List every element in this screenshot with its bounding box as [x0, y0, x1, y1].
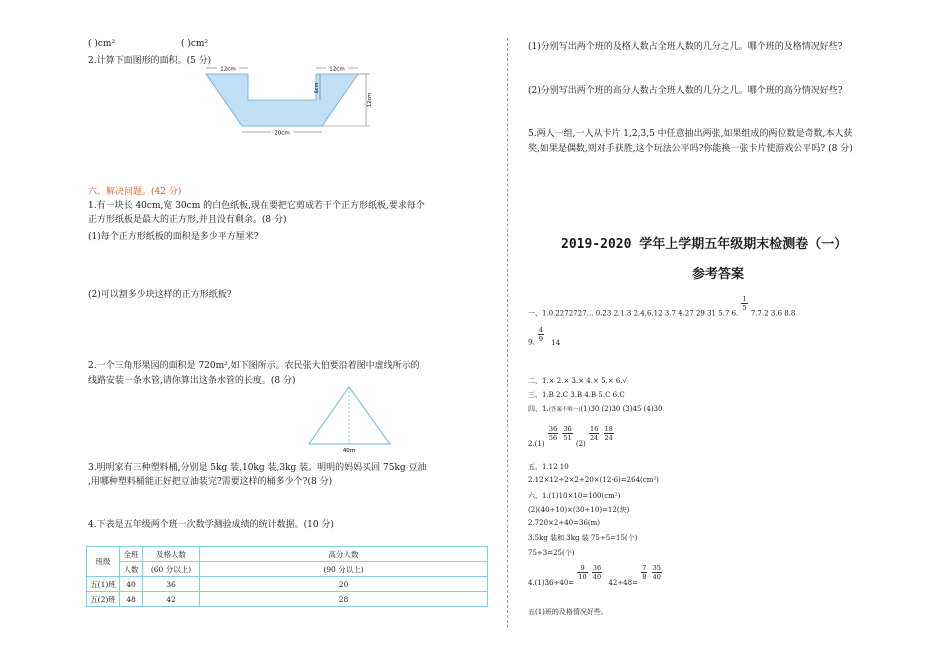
answer-6-1: 六、1.(1)10×10=100(cm²) — [528, 492, 621, 500]
answer-1-fraction — [741, 295, 747, 312]
answer-4b-label-2: (2) — [575, 439, 586, 448]
score-table — [86, 546, 488, 607]
row-class: 五(1)班 — [87, 577, 120, 592]
row-pass: 42 — [143, 592, 200, 607]
column-divider — [507, 38, 508, 628]
answer-6-7: 五(1)班的及格情况好些。 — [528, 608, 608, 616]
answer-4b-fraction-2 — [562, 425, 572, 442]
answer-1-text: 一、1.0.2272727… 0.23 2.1.3 2.4,6,12 3.7 4.27 29 31 5.7 6. — [528, 309, 739, 318]
fraction-numerator: 35 — [652, 564, 661, 572]
fraction-denominator: 9 — [538, 335, 544, 343]
problem-2-line-1: 2.一个三角形果园的面积是 720m²,如下图所示。农民张大伯要沿着图中虚线所示的 — [88, 361, 420, 371]
answer-6-6-fraction-2 — [592, 564, 602, 581]
section-6-title: 六、解决问题。(42 分) — [88, 187, 182, 197]
answer-1b-fraction — [538, 326, 544, 343]
row-total: 40 — [120, 577, 143, 592]
row-class: 五(2)班 — [87, 592, 120, 607]
problem-2-line-2: 线路安装一条水管,请你算出这条水管的长度。(8 分) — [88, 376, 296, 386]
answer-6-3: 2.720×2÷40=36(m) — [528, 519, 601, 527]
fraction-numerator: 36 — [563, 425, 572, 433]
problem-1-sub-1: (1)每个正方形纸板的面积是多少平方厘米? — [88, 232, 259, 242]
answer-4b-label-1: 2.(1) — [528, 439, 545, 448]
fraction-denominator: 40 — [592, 573, 602, 581]
answer-6-6-part-2: 42÷48= — [608, 578, 638, 587]
dim-label-inner-height: 6cm — [314, 82, 320, 94]
answer-3: 三、1.B 2.C 3.B 4.B 5.C 6.C — [528, 391, 625, 399]
answer-4-main: 四、1. — [528, 405, 549, 413]
answer-1 — [528, 295, 796, 322]
answer-1b-prefix: 9. — [528, 338, 535, 347]
dim-label-bottom: 20cm — [274, 130, 290, 137]
problem-1-line-2: 正方形纸板是最大的正方形,并且没有剩余。(8 分) — [88, 215, 287, 225]
header-total-1: 全班 — [120, 547, 143, 562]
table-row — [87, 592, 488, 607]
answer-6-6-fraction-1 — [577, 564, 587, 581]
answer-6-5: 75÷3=25(个) — [528, 549, 575, 557]
fraction-denominator: 51 — [563, 434, 572, 442]
problem-3-line-2: ,用哪种塑料桶能正好把豆油装完?需要这样的桶多少个?(8 分) — [88, 477, 333, 487]
fraction-numerator: 4 — [538, 326, 544, 334]
table-header-row — [87, 547, 488, 562]
answer-1-tail: 7.7.2 3.6 8.8 — [750, 309, 796, 318]
fraction-numerator: 18 — [604, 425, 613, 433]
fraction-denominator: 8 — [642, 573, 647, 581]
header-total-2: 人数 — [120, 562, 143, 577]
problem-3-line-1: 3.明明家有三种塑料桶,分别是 5kg 装,10kg 装,3kg 装。明明的妈妈买回 75kg 豆油 — [88, 463, 427, 473]
answer-2: 二、1.× 2.× 3.× 4.× 5.× 6.√ — [528, 377, 627, 385]
fraction-numerator: 1 — [742, 295, 747, 303]
table-header-row-2 — [87, 562, 488, 577]
answer-4 — [528, 404, 662, 414]
row-pass: 36 — [143, 577, 200, 592]
answer-6-4: 3.5kg 装和 3kg 装 75÷5=15(个) — [528, 534, 638, 542]
answer-6-6-fraction-3 — [641, 564, 647, 581]
answer-title: 2019-2020 学年上学期五年级期末检测卷（一） — [561, 237, 848, 252]
fraction-numerator: 36 — [592, 564, 602, 572]
problem-1-line-1: 1.有一块长 40cm,宽 30cm 的白色纸板,现在要把它剪成若干个正方形纸板,要求每个 — [88, 201, 425, 211]
dim-label-right-top: 12cm — [329, 66, 345, 73]
problem-4-line-1: 4.下表是五年级两个班一次数学测验成绩的统计数据。(10 分) — [88, 520, 334, 530]
fraction-numerator: 7 — [642, 564, 647, 572]
answer-4-note: (答案不唯一) — [548, 407, 581, 413]
header-high-1: 高分人数 — [200, 547, 488, 562]
problem-5-line-1: 5.两人一组,一人从卡片 1,2,3,5 中任意抽出两张,如果组成的两位数是奇数,本人获 — [528, 129, 853, 139]
header-pass-2: (60 分以上) — [143, 562, 200, 577]
answer-6-2: (2)(40÷10)×(30÷10)=12(块) — [528, 506, 630, 514]
answer-1b-tail: 14 — [551, 338, 561, 347]
row-high: 28 — [200, 592, 488, 607]
fraction-numerator: 36 — [548, 425, 558, 433]
answer-4b — [528, 425, 615, 448]
fraction-denominator: 24 — [590, 434, 599, 442]
table-question-1: (1)分别写出两个班的及格人数占全班人数的几分之几。哪个班的及格情况好些? — [528, 42, 843, 52]
row-high: 20 — [200, 577, 488, 592]
answer-5: 五、1.12 10 — [528, 463, 569, 471]
blank-unit-1: ( )cm² — [88, 39, 116, 49]
blank-unit-2: ( )cm² — [181, 39, 209, 49]
header-high-2: (90 分以上) — [200, 562, 488, 577]
table-question-2: (2)分别写出两个班的高分人数占全班人数的几分之几。哪个班的高分情况好些? — [528, 86, 843, 96]
trapezoid-figure — [198, 62, 383, 140]
fraction-numerator: 9 — [577, 564, 587, 573]
answer-subtitle: 参考答案 — [692, 267, 745, 282]
answer-6-6-part-1: 4.(1)36÷40= — [528, 578, 575, 587]
triangle-figure — [306, 384, 396, 456]
answer-5-2: 2.12×12÷2×2+20×(12-6)=264(cm²) — [528, 476, 659, 484]
answer-4b-fraction-3 — [589, 425, 599, 442]
header-class: 班级 — [87, 547, 120, 577]
answer-4-rest: (1)30 (2)30 (3)45 (4)30 — [580, 405, 663, 413]
row-total: 48 — [120, 592, 143, 607]
answer-4b-fraction-4 — [604, 425, 614, 442]
question-2-title: 2.计算下面图形的面积。(5 分) — [88, 56, 212, 66]
fraction-numerator: 16 — [590, 425, 599, 433]
fraction-denominator: 56 — [548, 434, 558, 442]
problem-5-line-2: 奖,如果是偶数,则对手获胜,这个玩法公平吗?你能换一张卡片使游戏公平吗? (8 分) — [528, 144, 853, 154]
answer-6-6-fraction-4 — [652, 564, 662, 581]
dim-label-height: 12cm — [367, 93, 373, 107]
answer-1b — [528, 326, 561, 351]
header-pass-1: 及格人数 — [143, 547, 200, 562]
triangle-base-label: 40m — [342, 448, 356, 454]
table-row — [87, 577, 488, 592]
fraction-denominator: 10 — [578, 573, 587, 581]
dim-label-left-top: 12cm — [220, 66, 236, 73]
fraction-denominator: 5 — [742, 304, 747, 312]
fraction-denominator: 40 — [652, 573, 661, 581]
answer-4b-fraction-1 — [548, 425, 558, 442]
problem-1-sub-2: (2)可以割多少块这样的正方形纸板? — [88, 290, 232, 300]
fraction-denominator: 24 — [604, 434, 613, 442]
answer-6-6 — [528, 564, 663, 587]
